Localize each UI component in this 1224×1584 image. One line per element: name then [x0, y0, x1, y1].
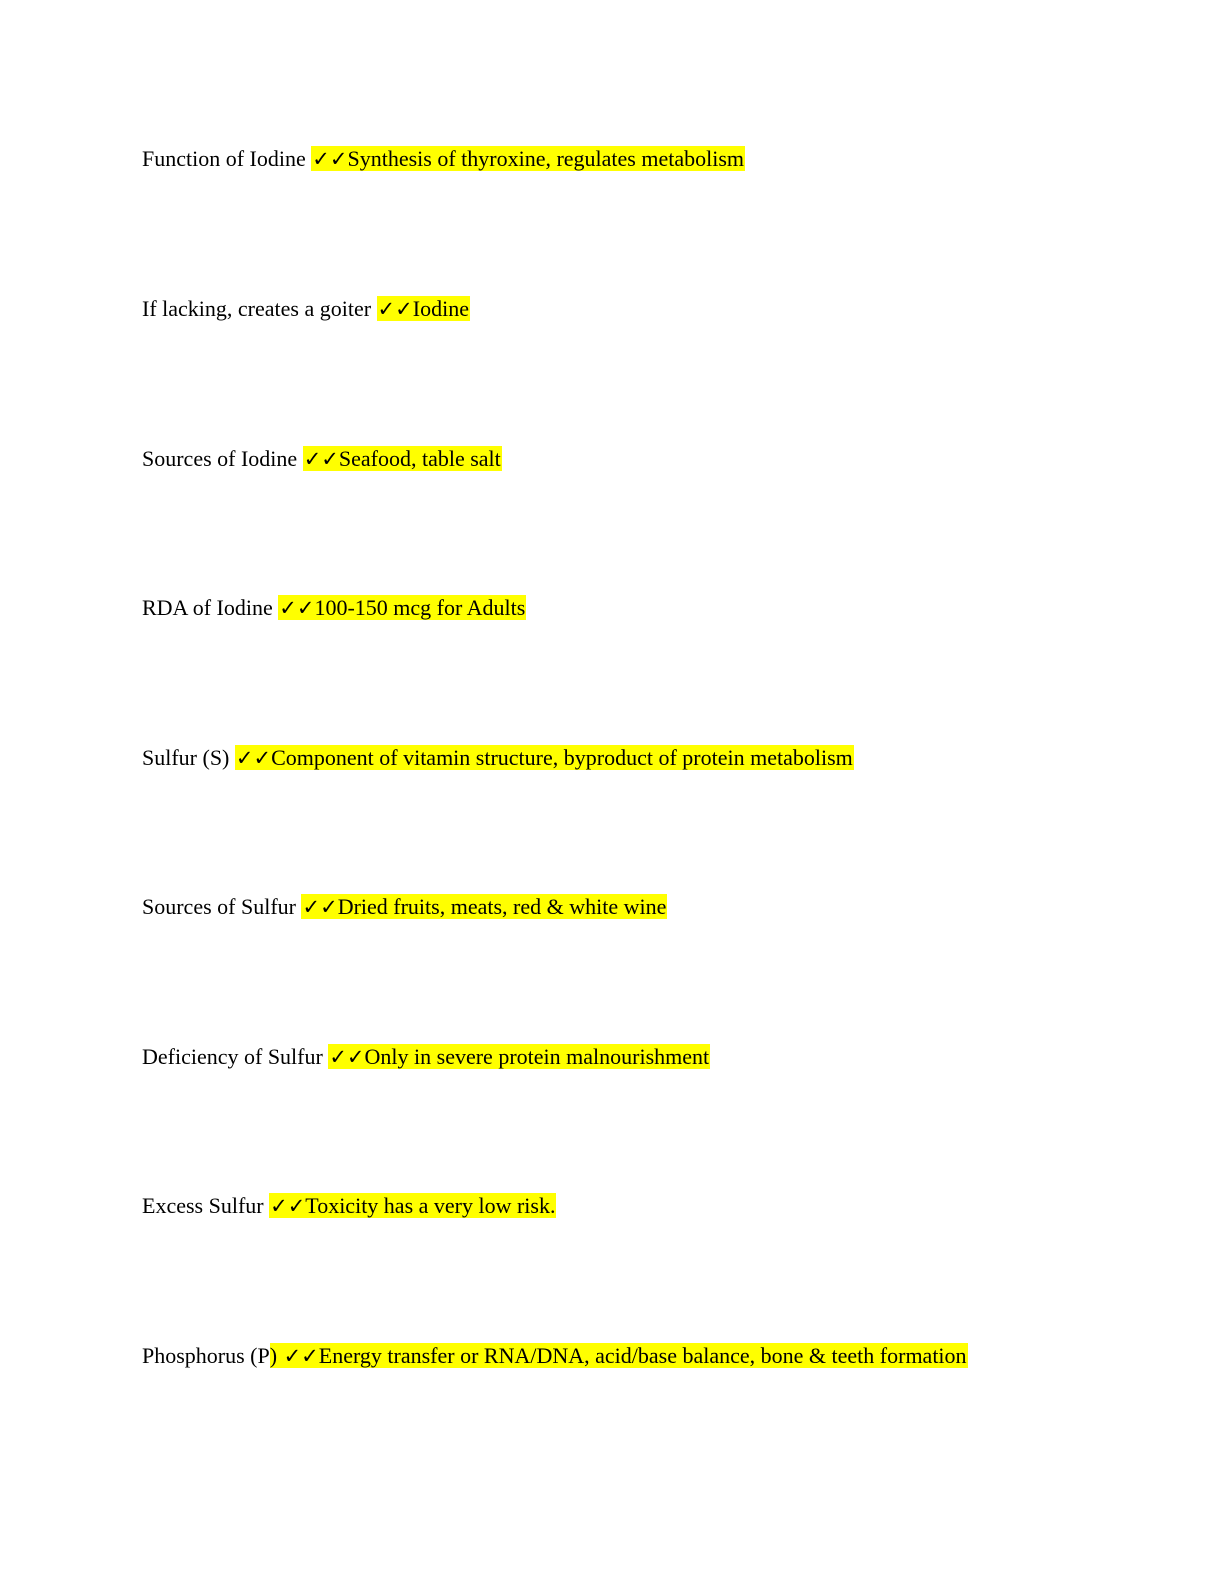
double-check-icon: ✓✓ — [283, 1344, 319, 1368]
answer-text: Toxicity has a very low risk. — [305, 1193, 556, 1218]
answer-text: 100-150 mcg for Adults — [314, 595, 526, 620]
answer-text: Synthesis of thyroxine, regulates metabolism — [347, 146, 745, 171]
answer-highlight — [303, 446, 502, 471]
double-check-icon: ✓✓ — [312, 147, 348, 171]
term-text: Excess Sulfur — [142, 1193, 270, 1218]
answer-text: Energy transfer or RNA/DNA, acid/base balance, bone & teeth formation — [318, 1343, 967, 1368]
double-check-icon: ✓✓ — [270, 1194, 306, 1218]
double-check-icon: ✓✓ — [303, 447, 339, 471]
double-check-icon: ✓✓ — [235, 746, 272, 770]
flashcard-entry — [142, 891, 667, 923]
flashcard-entry — [142, 1041, 710, 1073]
flashcard-entry — [142, 1190, 556, 1222]
answer-highlight — [277, 1343, 967, 1368]
answer-text: Dried fruits, meats, red & white wine — [337, 894, 667, 919]
double-check-icon: ✓✓ — [377, 297, 413, 321]
flashcard-entry — [142, 143, 745, 175]
flashcard-entry — [142, 1340, 968, 1372]
answer-highlight — [269, 1193, 556, 1218]
term-text: Sulfur (S) — [142, 745, 235, 770]
term-text: If lacking, creates a goiter — [142, 296, 377, 321]
answer-highlight — [235, 745, 854, 770]
double-check-icon: ✓✓ — [329, 1045, 365, 1069]
flashcard-entry — [142, 293, 470, 325]
answer-highlight — [278, 595, 526, 620]
answer-highlight — [328, 1044, 710, 1069]
term-text: Sources of Sulfur — [142, 894, 302, 919]
term-text: RDA of Iodine — [142, 595, 279, 620]
term-highlighted-tail: ) — [269, 1343, 278, 1368]
answer-highlight — [377, 296, 470, 321]
term-text: Sources of Iodine — [142, 446, 303, 471]
answer-text: Iodine — [412, 296, 469, 321]
answer-text: Seafood, table salt — [338, 446, 501, 471]
flashcard-entry — [142, 742, 854, 774]
term-text: Deficiency of Sulfur — [142, 1044, 329, 1069]
answer-highlight — [311, 146, 745, 171]
term-text: Function of Iodine — [142, 146, 312, 171]
answer-text: Only in severe protein malnourishment — [364, 1044, 710, 1069]
double-check-icon: ✓✓ — [302, 895, 338, 919]
flashcard-entry — [142, 592, 526, 624]
double-check-icon: ✓✓ — [279, 596, 315, 620]
answer-highlight — [301, 894, 667, 919]
flashcard-entry — [142, 443, 502, 475]
answer-text: Component of vitamin structure, byproduct of protein metabolism — [271, 745, 853, 770]
term-text: Phosphorus (P — [142, 1343, 270, 1368]
